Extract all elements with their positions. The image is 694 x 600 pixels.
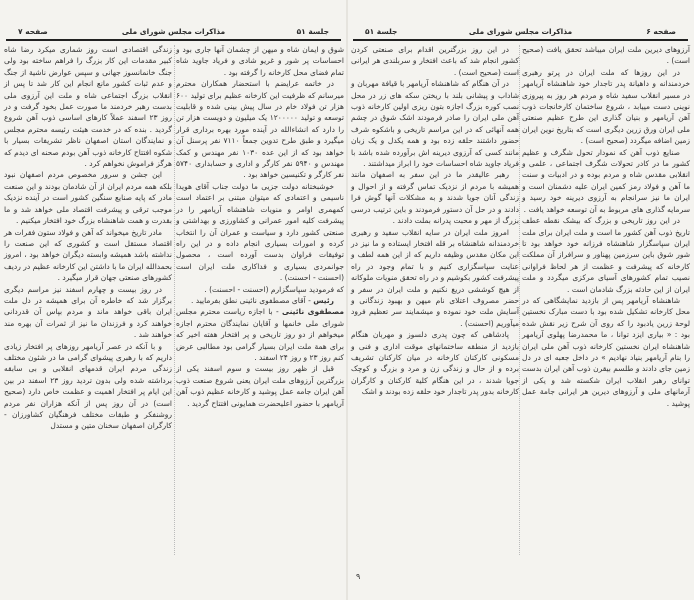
speech-paragraph [176,295,344,306]
paragraph: زندگی اقتصادی است روز شماری میکرد رضا شاه کبیر مقدمات این کار بزرگ را فراهم ساخته بود ولی جنگ خانمانسوز جهانی و سپس عوارض ناشیة از جنگ و عدم ثبات کشور مانع انجام این کار شد تا پس از انقلاب بزرگ اجتماعی شاه و ملت این آرزوی ملی بدست رهبر خردمند ما صورت عمل بخود گرفت و در روز ۲۳ اسفند عملاً کارهای اساسی ذوب آهن شروع گردید . بنده که در خدمت هیئت رئیسه محترم مجلس و نمایندگان استان اصفهان ناظر تشریفات بسیار با شکوه افتتاح کارخانه ذوب آهن بودم صحنه ای دیدم که هرگز فراموش نخواهم کرد . [4,45,173,169]
paragraph: امروز ملت ایران در سایه انقلاب سفید و رهبری خردمندانه شاهنشاه بر قله افتخار ایستاده و ما نیز در این مکان مقدس وظیفه داریم که از این همه لطف و عنایت سپاسگزاری کنیم و با تمام وجود در راه پیشرفت کشور بکوشیم و در راه تحقق منویات ملوکانه از هیچ کوششی دریغ نکنیم و ملت ایران در سفر و حضر مصروف اعتلای نام میهن و بهبود زندگانی و آسایش ملت خود نموده و میشمایند سر تعظیم فرود میآوریم (احسنت) . [351,227,519,328]
column-divider [519,45,520,555]
header-rule [353,39,688,41]
paragraph: خوشبختانه دولت جزیی ما دولت جناب آقای هویدا ناسیمی و اعتمادی که میتوان مبتنی بر اعتماد است کمهمری اوامر و منویات شاهنشاه آریامهر را در پیشرفت کلیه امور عمرانی و کشاورزی و بهداشتی و صنعتی کشور دارد و سیاست و عمران آن را انتخاب کرده و امورات بسیاری انجام داده و در این راه توفیقات فراوان بدست آورده است ، محصول جوانمردی بسیاری و فداکاری ملت ایران است (احسنت - احسنت) . [176,181,344,283]
paragraph: و با آنکه در عصر آریامهر روزهای پر افتخار زیادی داریم که با رهبری پیشوای گرامی ما در شئون مختلف زندگی مردم ایران قدمهای انقلابی و بی سابقه برداشته شده ولی بدون تردید روز ۲۳ اسفند در بین این ایام پر افتخار اهمیت و عظمت خاص دارد (صحیح است) در آن روز پس از آنکه هزاران نفر مردم روشنفکر و طبقات مختلف فرهنگیان کشاورزان - کارگران اصفهان سخنان متین و مستدل [4,341,172,431]
publication-title: مذاکرات مجلس شورای ملی [121,27,226,36]
text-column [351,44,519,398]
paragraph: در آن هنگام که شاهنشاه آریامهر با قیافة مهربان و شاداب و پیشانی بلند با ریختن سکه های زر در محل نصب کوره بزرگ اجازه بتون ریزی اولین کارخانه ذوب آهن ملی ایران را صادر فرمودند اشک شوق در چشم همه آنهائی که در این مراسم تاریخی و باشکوه شرف حضور داشتند حلقه زده بود و همه یکدل و یک زبان مانند کسی که آرزوی دیرینه اش برآورده شده باشد با فریاد جاوید شاه احساسات خود را ابراز میداشتند . [351,79,519,169]
text-column [522,44,690,409]
session-number: جلسة ۵۱ [365,27,398,36]
speech-paragraph [176,306,344,363]
paragraph: آرزوهای دیرین ملت ایران میباشد تحقق یافت (صحیح است) . [522,45,690,66]
column-divider [174,45,175,555]
paragraph: شاهنشاه آریامهر پس از بازدید نمایشگاهی که در محل کارخانه تشکیل شده بود با دست مبارک نخستین لوحة زرین یادبود را که روی آن شرح زیر نقش شده بود : « بیاری ایزد توانا ، ما محمدرضا پهلوی آریامهر شاهنشاه ایران نخستین کارخانه ذوب آهن ملی ایران را بنام آریامهر بنیاد نهادیم » در داخل جعبه ای در دل زمین جای دادند و طلسم بیقرن ذوب آهن ایران بدست توانای رهبر انقلاب ایران شکسته شد و یکی از آرمانهای ملی و آرزوهای دیرین هر ایرانی جامة عمل پوشید . [522,295,690,408]
speech-text: - آقای مصطفوی نائینی نطق بفرمایید . [191,295,314,305]
speaker-name: مصطفوی نائینی [281,307,344,317]
publication-title: مذاکرات مجلس شورای ملی [468,27,573,36]
page-mark: ۹ [356,572,361,581]
paragraph: در روز بیست و چهارم اسفند نیز مراسم دیگری برگزار شد که خاطره آن برای همیشه در دل ملت ایران باقی خواهد ماند و مردم بپاس آن قدردانی خواهند کرد و فرزندان ما نیز از ثمرات آن بهره مند خواهند شد . [4,284,172,340]
paragraph: این جشن و سرور مخصوص مردم اصفهان نبود بلکه همه مردم ایران از آن شادمان بودند و این صنعت مادر که پایه صنایع سنگین کشور است در آینده نزدیک موجب ترقی و پیشرفت اقتصاد ملی خواهد شد و ما بقدرت و همت شاهنشاه بزرگ خود افتخار میکنیم . [4,170,172,226]
page-header [355,27,686,39]
header-rule [6,39,341,41]
right-page [347,0,694,600]
paragraph: پادشاهی که چون پدری دلسوز و مهربان هنگام بازدید از منطقه ساختمانهای موقت اداری و فنی و مسکونی کارکنان کارخانه در میان کارکنان تشریف برده و از حال و زندگی زن و مرد و بزرگ و کوچک جویا شدند ، در این هنگام کلیة کارکنان و کارگران کارخانه بدور پدر تاجدار خود حلقه زده بودند و اشک [351,330,519,397]
paragraph: در این روزها که ملت ایران در پرتو رهبری خردمندانه و داهیانة پدر تاجدار خود شاهنشاه آریامهر در مسیر انقلاب سفید شاه و مردم هر روز به پیروزی نوینی دست مییابد ، شروع ساختمان کارخانجات ذوب آهن آریامهر و بنیان گذاری این طرح عظیم صنعتی ملی ایران ورق زرین دیگری است که بتاریخ نوین ایران زمین اضافه میگردد (صحیح است) . [522,67,690,146]
page-number: صفحه ۶ [646,27,676,36]
paragraph: صنایع ذوب آهن که نمودار تحول شگرف و عظیم کشور ما در کادر تحولات شگرف اجتماعی ، علمی و انقلابی مقدس شاه و مردم بوده و در ادبیات و سنت ما آهن و فولاد رمز کمین ایران علیه دشمنان است و ایران ما نیز سرانجام به آرزوی دیرینه خود رسید و سرمایه گذاری های مربوط به آن توسعه خواهد یافت . [522,147,690,214]
paragraph: قبل از ظهر روز بیست و سوم اسفند یکی از بزرگترین آرزوهای ملت ایران یعنی شروع صنعت ذوب آهن ایران جامه عمل پوشید و کارخانه عظیم ذوب آهن آریامهر با حضور اعلیحضرت همایونی افتتاح گردید . [176,364,344,408]
paragraph: مادر تاریخ میخواند که آهن و فولاد ستون فقرات هر اقتصاد مستقل است و کشوری که این صنعت را نداشته باشد همیشه وابسته دیگران خواهد بود ، امروز بحمدالله ایران ما با داشتن این کارخانه عظیم در ردیف کشورهای صنعتی جهان قرار میگیرد . [4,227,172,283]
paragraph: که فرمودید سپاسگزارم (احسنت - احسنت) . [204,284,344,294]
session-number: جلسة ۵۱ [296,27,329,36]
paragraph: در خاتمه عرایضم با استحضار همکاران محترم میرسانم که ظرفیت این کارخانه عظیم برای تولید ۶۰۰ هزار تن فولاد خام در سال پیش بینی شده و قابلیت توسعه و تولید ۱۲۰۰۰۰۰ یک میلیون و دویست هزار تن را دارد که انشاءالله در آینده مورد بهره برداری قرار میگیرد و طبق طرح تدوین جمعاً ۷۱۱۰ نفر پرسنل آن خواهد بود که از این عده ۱۰۳۰ نفر مهندس و کمک مهندس و ۵۹۴۰ نفر کارگر و اداری و حسابداری ۵۷۴۰ نفر کارگر و تکنیسین خواهد بود . [176,79,345,180]
page-header [8,27,339,39]
text-column [176,44,344,409]
paragraph: شوق و ایمان شاه و میهن از چشمان آنها جاری بود و احساسات پر شور و غریو شادی و فریاد جاوید شاه تمام فضای محل کارخانه را گرفته بود . [176,45,344,77]
paragraph: در این روز تاریخی و بزرگ که بیشک نقطه عطف تاریخ ذوب آهن کشور ما است و ملت ایران برای ملت ایران سپاسگزار شاهنشاه فرزانه خود خواهد بود تا شور شوق باین سرزمین پهناور و سرافراز آن مملکت کارخانه که پیشرفت و عظمت از هر لحاظ فراوانی نصیب تمام کشورهای آسیای مرکزی میگردد و ملت ایران از این حادثه بزرگ شادمان است . [522,216,690,294]
paragraph: در این روز بزرگترین اقدام برای صنعتی کردن کشور انجام شد که باعث افتخار و سربلندی هر ایرانی است (صحیح است) . [351,45,519,77]
paragraph: رهبر عالیقدر ما در این سفر به اصفهان مانند همیشه با مردم از نزدیک تماس گرفته و از احوال و زندگی آنان جویا شدند و به مشکلات آنها گوش فرا دادند و در حل آن دستور فرمودند و باین ترتیب درسی بزرگ از مهر و محبت پدرانه بملت دادند . [351,170,519,226]
speaker-name: رئیس [313,295,334,305]
speech-text: - با اجازه ریاست محترم مجلس شورای ملی خانمها و آقایان نمایندگان محترم اجازه میخواهم از دو روز تاریخی و پر افتخار هفته اخیر که برای همة ملت ایران بسیار گرامی بود مطالبی عرض کنم روز ۲۳ و روز ۲۴ اسفند . [176,307,344,362]
page-number: صفحه ۷ [18,27,48,36]
text-column [4,44,172,432]
